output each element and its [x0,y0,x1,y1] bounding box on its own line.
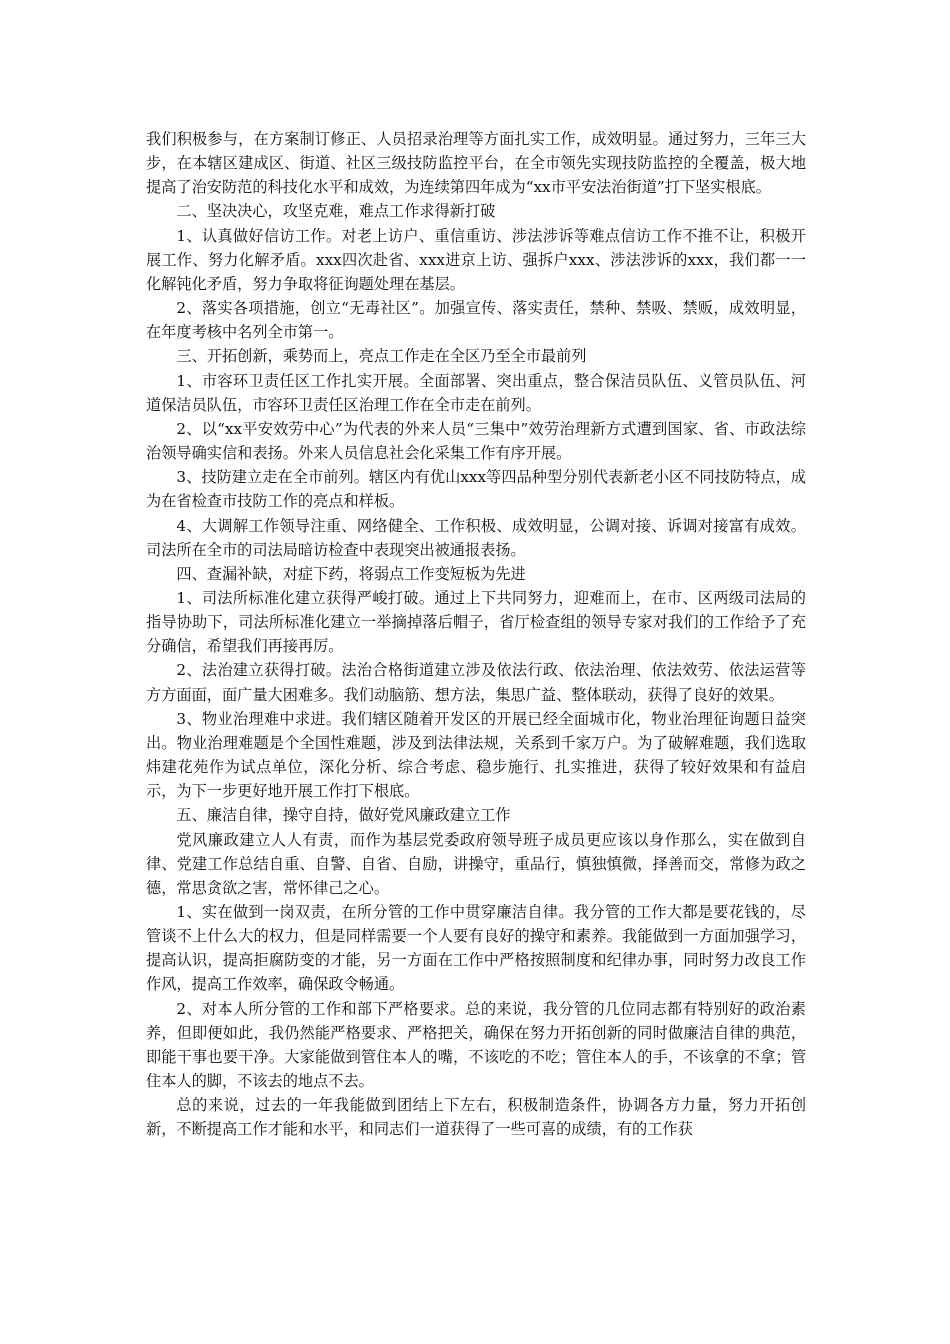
paragraph: 2、法治建立获得打破。法治合格街道建立涉及依法行政、依法治理、依法效劳、依法运营等方方面面，面广量大困难多。我们动脑筋、想方法，集思广益、整体联动，获得了良好的效果。 [146,661,806,704]
paragraph: 2、以“xx平安效劳中心”为代表的外来人员“三集中”效劳治理新方式遭到国家、省、市政法综治领导确实信和表扬。外来人员信息社会化采集工作有序开展。 [146,419,806,463]
paragraph: 党风廉政建立人人有责，而作为基层党委政府领导班子成员更应该以身作那么，实在做到自律、党建工作总结自重、自警、自省、自励，讲操守，重品行，慎独慎微，择善而交，常修为政之德，常思贪欲之害，常怀律己之心。 [146,830,806,897]
paragraph: 2、落实各项措施，创立“无毒社区”。加强宣传、落实责任，禁种、禁吸、禁贩，成效明显，在年度考核中名列全市第一。 [146,299,806,342]
paragraph: 4、大调解工作领导注重、网络健全、工作积极、成效明显，公调对接、诉调对接富有成效。司法所在全市的司法局暗访检查中表现突出被通报表扬。 [146,516,806,559]
document-body [146,127,806,1142]
section-heading-4: 四、查漏补缺，对症下药，将弱点工作变短板为先进 [176,564,526,583]
section-heading-3: 三、开拓创新，乘势而上，亮点工作走在全区乃至全市最前列 [176,347,587,366]
section-heading-2: 二、坚决决心，攻坚克难，难点工作求得新打破 [176,202,496,221]
paragraph: 1、实在做到一岗双责，在所分管的工作中贯穿廉洁自律。我分管的工作大都是要花钱的，尽管谈不上什么大的权力，但是同样需要一个人要有良好的操守和素养。我能做到一方面加强学习，提高认识，提高拒腐防变的才能，另一方面在工作中严格按照制度和纪律办事，同时努力改良工作作风，提高工作效率，确保政令畅通。 [146,903,806,994]
section-heading-5: 五、廉洁自律，操守自持，做好党风廉政建立工作 [176,806,511,825]
paragraph: 3、物业治理难中求进。我们辖区随着开发区的开展已经全面城市化，物业治理征询题日益突出。物业治理难题是个全国性难题，涉及到法律法规，关系到千家万户。为了破解难题，我们选取炜建花苑作为试点单位，深化分析、综合考虑、稳步施行、扎实推进，获得了较好效果和有益启示，为下一步更好地开展工作打下根底。 [146,709,806,801]
paragraph: 1、市容环卫责任区工作扎实开展。全面部署、突出重点，整合保洁员队伍、义管员队伍、河道保洁员队伍，市容环卫责任区治理工作在全市走在前列。 [146,371,806,414]
paragraph: 3、技防建立走在全市前列。辖区内有优山xxx等四品种型分别代表新老小区不同技防特点，成为在省检查市技防工作的亮点和样板。 [146,468,806,511]
paragraph-continuation: 我们积极参与，在方案制订修正、人员招录治理等方面扎实工作，成效明显。通过努力，三年三大步，在本辖区建成区、街道、社区三级技防监控平台，在全市领先实现技防监控的全覆盖，极大地提高了治安防范的科技化水平和成效，为连续第四年成为“xx市平安法治街道”打下坚实根底。 [146,130,806,197]
paragraph: 总的来说，过去的一年我能做到团结上下左右，积极制造条件，协调各方力量，努力开拓创新，不断提高工作才能和水平，和同志们一道获得了一些可喜的成绩，有的工作获 [146,1096,806,1139]
paragraph: 2、对本人所分管的工作和部下严格要求。总的来说，我分管的几位同志都有特别好的政治素养，但即便如此，我仍然能严格要求、严格把关，确保在努力开拓创新的同时做廉洁自律的典范，即能干事也要干净。大家能做到管住本人的嘴，不该吃的不吃；管住本人的手，不该拿的不拿；管住本人的脚，不该去的地点不去。 [146,999,806,1091]
paragraph: 1、认真做好信访工作。对老上访户、重信重访、涉法涉诉等难点信访工作不推不让，积极开展工作、努力化解矛盾。xxx四次赴省、xxx进京上访、强拆户xxx、涉法涉诉的xxx，我们都一一化解钝化矛盾，努力争取将征询题处理在基层。 [146,226,806,293]
paragraph: 1、司法所标准化建立获得严峻打破。通过上下共同努力，迎难而上，在市、区两级司法局的指导协助下，司法所标准化建立一举摘掉落后帽子，省厅检查组的领导专家对我们的工作给予了充分确信，希望我们再接再厉。 [146,588,806,656]
